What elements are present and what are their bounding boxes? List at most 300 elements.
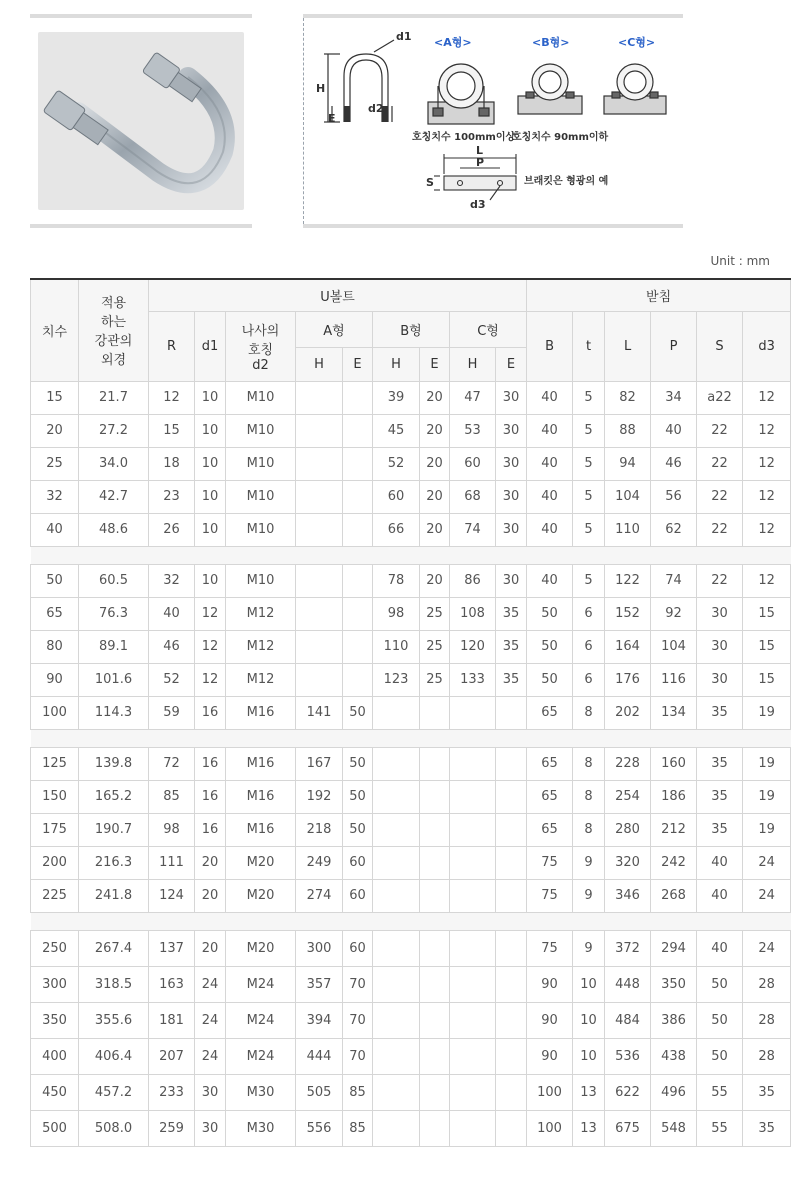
table-cell: 141 xyxy=(296,696,343,729)
table-cell: M16 xyxy=(226,747,296,780)
table-row xyxy=(31,1074,791,1110)
table-cell xyxy=(420,879,450,912)
table-cell: 9 xyxy=(573,846,605,879)
table-cell: 190.7 xyxy=(79,813,149,846)
table-cell: 98 xyxy=(149,813,195,846)
table-cell: 24 xyxy=(195,1038,226,1074)
table-cell: M10 xyxy=(226,447,296,480)
table-cell: 8 xyxy=(573,747,605,780)
table-cell xyxy=(420,966,450,1002)
table-cell xyxy=(343,630,373,663)
table-cell: 444 xyxy=(296,1038,343,1074)
table-cell: 484 xyxy=(605,1002,651,1038)
table-cell: 46 xyxy=(651,447,697,480)
table-cell: 15 xyxy=(743,597,791,630)
type-b-drawing xyxy=(518,64,582,114)
table-cell: 675 xyxy=(605,1110,651,1146)
table-cell xyxy=(373,846,420,879)
table-cell: 48.6 xyxy=(79,513,149,546)
table-cell: 90 xyxy=(31,663,79,696)
table-cell: 89.1 xyxy=(79,630,149,663)
label-l: L xyxy=(476,144,484,157)
table-cell: 35 xyxy=(697,696,743,729)
table-cell: 24 xyxy=(195,966,226,1002)
table-cell: 241.8 xyxy=(79,879,149,912)
table-cell: 192 xyxy=(296,780,343,813)
table-cell xyxy=(496,846,527,879)
table-cell: 406.4 xyxy=(79,1038,149,1074)
table-cell: 30 xyxy=(195,1110,226,1146)
table-cell: 139.8 xyxy=(79,747,149,780)
table-cell: 80 xyxy=(31,630,79,663)
table-row xyxy=(31,1110,791,1146)
table-cell: M20 xyxy=(226,930,296,966)
table-cell: 116 xyxy=(651,663,697,696)
table-cell: 10 xyxy=(573,1002,605,1038)
group-separator xyxy=(31,912,791,930)
table-cell: 30 xyxy=(697,630,743,663)
table-cell: M30 xyxy=(226,1074,296,1110)
table-cell: M12 xyxy=(226,597,296,630)
table-row xyxy=(31,663,791,696)
table-cell: 50 xyxy=(343,747,373,780)
table-cell: 12 xyxy=(743,381,791,414)
table-cell xyxy=(450,879,496,912)
table-cell: 6 xyxy=(573,597,605,630)
table-cell: 12 xyxy=(743,447,791,480)
table-cell: 98 xyxy=(373,597,420,630)
table-cell: 75 xyxy=(527,930,573,966)
table-cell: 242 xyxy=(651,846,697,879)
table-cell: 175 xyxy=(31,813,79,846)
label-type-c: <C형> xyxy=(618,36,656,49)
table-cell xyxy=(373,813,420,846)
table-cell: 70 xyxy=(343,1002,373,1038)
table-cell: 22 xyxy=(697,447,743,480)
table-cell: 167 xyxy=(296,747,343,780)
table-cell: a22 xyxy=(697,381,743,414)
table-cell: 19 xyxy=(743,780,791,813)
table-cell: 47 xyxy=(450,381,496,414)
table-cell: 75 xyxy=(527,846,573,879)
table-cell: 60 xyxy=(373,480,420,513)
table-cell: 22 xyxy=(697,513,743,546)
table-cell: 46 xyxy=(149,630,195,663)
table-cell: 16 xyxy=(195,780,226,813)
table-cell: 133 xyxy=(450,663,496,696)
table-cell: 56 xyxy=(651,480,697,513)
table-cell: 27.2 xyxy=(79,414,149,447)
header-support: 받침 xyxy=(527,279,791,311)
label-h: H xyxy=(316,82,326,95)
table-cell xyxy=(373,1074,420,1110)
table-cell xyxy=(373,879,420,912)
table-cell xyxy=(450,780,496,813)
table-cell xyxy=(450,1002,496,1038)
table-cell: 30 xyxy=(195,1074,226,1110)
table-cell: 300 xyxy=(296,930,343,966)
table-cell xyxy=(450,966,496,1002)
table-cell: 25 xyxy=(420,630,450,663)
table-cell: 40 xyxy=(527,513,573,546)
table-cell xyxy=(296,597,343,630)
table-cell xyxy=(420,1074,450,1110)
table-cell: 52 xyxy=(149,663,195,696)
table-cell: 350 xyxy=(31,1002,79,1038)
table-cell xyxy=(343,513,373,546)
table-cell: 104 xyxy=(605,480,651,513)
table-cell: 76.3 xyxy=(79,597,149,630)
table-cell: 32 xyxy=(31,480,79,513)
table-cell: 438 xyxy=(651,1038,697,1074)
table-cell: 176 xyxy=(605,663,651,696)
table-cell: M24 xyxy=(226,1038,296,1074)
table-cell: 55 xyxy=(697,1110,743,1146)
table-cell: 10 xyxy=(573,966,605,1002)
table-cell xyxy=(420,813,450,846)
header-size: 치수 xyxy=(31,279,79,381)
header-l: L xyxy=(605,311,651,381)
header-c-e: E xyxy=(496,347,527,381)
table-cell: 59 xyxy=(149,696,195,729)
table-cell: 125 xyxy=(31,747,79,780)
table-cell: 32 xyxy=(149,564,195,597)
table-row xyxy=(31,1002,791,1038)
table-cell xyxy=(496,1110,527,1146)
label-type-a: <A형> xyxy=(434,36,472,49)
table-cell: 55 xyxy=(697,1074,743,1110)
table-row xyxy=(31,747,791,780)
table-cell: 23 xyxy=(149,480,195,513)
table-cell: M20 xyxy=(226,846,296,879)
table-cell: 5 xyxy=(573,381,605,414)
table-cell: 30 xyxy=(496,381,527,414)
table-row xyxy=(31,780,791,813)
table-cell xyxy=(450,1038,496,1074)
table-cell: 40 xyxy=(31,513,79,546)
table-cell: 508.0 xyxy=(79,1110,149,1146)
table-cell: 15 xyxy=(743,663,791,696)
table-cell: M30 xyxy=(226,1110,296,1146)
separator-cell xyxy=(31,729,791,747)
label-e: E xyxy=(328,112,336,125)
table-cell: M20 xyxy=(226,879,296,912)
table-cell: 152 xyxy=(605,597,651,630)
bracket-drawing xyxy=(434,154,516,200)
table-cell: 65 xyxy=(527,813,573,846)
table-cell: 100 xyxy=(527,1110,573,1146)
table-cell: 40 xyxy=(697,879,743,912)
table-cell xyxy=(450,1110,496,1146)
table-cell xyxy=(343,564,373,597)
table-cell: 200 xyxy=(31,846,79,879)
table-cell: 34.0 xyxy=(79,447,149,480)
table-cell: 50 xyxy=(527,597,573,630)
table-cell xyxy=(450,813,496,846)
table-cell xyxy=(450,930,496,966)
table-cell: 202 xyxy=(605,696,651,729)
table-row xyxy=(31,381,791,414)
header-b: B xyxy=(527,311,573,381)
table-cell: M10 xyxy=(226,414,296,447)
table-cell: 15 xyxy=(149,414,195,447)
table-cell: 20 xyxy=(195,879,226,912)
table-row xyxy=(31,513,791,546)
table-cell: 30 xyxy=(496,513,527,546)
table-cell: 10 xyxy=(195,513,226,546)
table-cell: M16 xyxy=(226,780,296,813)
table-cell: 457.2 xyxy=(79,1074,149,1110)
table-cell: 20 xyxy=(31,414,79,447)
table-cell: 40 xyxy=(527,414,573,447)
table-cell xyxy=(496,879,527,912)
table-cell: 10 xyxy=(195,414,226,447)
table-cell: 60.5 xyxy=(79,564,149,597)
table-cell: 5 xyxy=(573,564,605,597)
panel-bottom-bar xyxy=(30,224,252,228)
table-cell: 50 xyxy=(527,630,573,663)
table-cell xyxy=(450,846,496,879)
table-cell: 122 xyxy=(605,564,651,597)
table-cell: 25 xyxy=(420,663,450,696)
table-cell: 16 xyxy=(195,747,226,780)
table-cell: M12 xyxy=(226,663,296,696)
table-cell: 9 xyxy=(573,879,605,912)
table-cell xyxy=(343,597,373,630)
table-cell: 50 xyxy=(343,780,373,813)
table-cell: 12 xyxy=(195,597,226,630)
table-cell: 505 xyxy=(296,1074,343,1110)
table-cell xyxy=(296,447,343,480)
table-cell: 9 xyxy=(573,930,605,966)
table-cell: 53 xyxy=(450,414,496,447)
table-cell: 123 xyxy=(373,663,420,696)
table-cell: 346 xyxy=(605,879,651,912)
table-cell: 16 xyxy=(195,696,226,729)
table-cell xyxy=(496,1038,527,1074)
table-cell: 65 xyxy=(527,696,573,729)
table-cell: 5 xyxy=(573,480,605,513)
table-cell: 110 xyxy=(373,630,420,663)
table-cell: 65 xyxy=(31,597,79,630)
table-cell: 24 xyxy=(743,879,791,912)
table-row xyxy=(31,696,791,729)
table-cell xyxy=(343,447,373,480)
header-t: t xyxy=(573,311,605,381)
table-cell: 20 xyxy=(420,513,450,546)
table-row xyxy=(31,1038,791,1074)
table-cell: 62 xyxy=(651,513,697,546)
table-cell: 15 xyxy=(743,630,791,663)
table-cell: 65 xyxy=(527,780,573,813)
table-cell xyxy=(450,747,496,780)
table-cell xyxy=(450,1074,496,1110)
table-cell: 35 xyxy=(496,630,527,663)
table-cell: 186 xyxy=(651,780,697,813)
table-row xyxy=(31,813,791,846)
table-cell: 19 xyxy=(743,747,791,780)
table-cell xyxy=(296,381,343,414)
table-cell: 35 xyxy=(496,597,527,630)
table-cell: 90 xyxy=(527,966,573,1002)
table-cell: 280 xyxy=(605,813,651,846)
table-cell: 8 xyxy=(573,780,605,813)
table-cell: 40 xyxy=(651,414,697,447)
table-cell: 16 xyxy=(195,813,226,846)
table-cell: 40 xyxy=(527,447,573,480)
table-cell: 82 xyxy=(605,381,651,414)
table-cell: 86 xyxy=(450,564,496,597)
header-d1: d1 xyxy=(195,311,226,381)
table-cell xyxy=(296,414,343,447)
header-type-b: B형 xyxy=(373,311,450,347)
table-cell: 50 xyxy=(697,1038,743,1074)
header-b-h: H xyxy=(373,347,420,381)
table-cell xyxy=(496,696,527,729)
table-row xyxy=(31,597,791,630)
table-cell: 45 xyxy=(373,414,420,447)
table-cell: 212 xyxy=(651,813,697,846)
table-cell: 60 xyxy=(343,879,373,912)
table-cell: 40 xyxy=(697,846,743,879)
table-cell: 134 xyxy=(651,696,697,729)
table-cell: 163 xyxy=(149,966,195,1002)
table-cell: 394 xyxy=(296,1002,343,1038)
u-bolt-spec-table xyxy=(30,278,791,1147)
table-cell: 556 xyxy=(296,1110,343,1146)
spec-table-body xyxy=(31,381,791,1146)
table-cell: 30 xyxy=(496,447,527,480)
header-pipe-od: 적용 하는 강관의 외경 xyxy=(79,279,149,381)
table-cell: 52 xyxy=(373,447,420,480)
table-cell: 20 xyxy=(420,381,450,414)
table-row xyxy=(31,480,791,513)
table-cell: 30 xyxy=(496,480,527,513)
unit-label: Unit : mm xyxy=(710,254,770,268)
table-cell xyxy=(343,480,373,513)
table-cell: 104 xyxy=(651,630,697,663)
table-cell xyxy=(496,747,527,780)
table-cell: 88 xyxy=(605,414,651,447)
table-cell: 72 xyxy=(149,747,195,780)
u-bolt-photo xyxy=(38,32,244,210)
label-p: P xyxy=(476,156,485,169)
table-cell: 20 xyxy=(195,930,226,966)
table-cell: 350 xyxy=(651,966,697,1002)
table-cell: 5 xyxy=(573,414,605,447)
table-cell: 28 xyxy=(743,966,791,1002)
table-cell: 75 xyxy=(527,879,573,912)
table-cell: 101.6 xyxy=(79,663,149,696)
table-cell: 108 xyxy=(450,597,496,630)
table-cell: 150 xyxy=(31,780,79,813)
table-cell: 35 xyxy=(743,1074,791,1110)
table-cell: 357 xyxy=(296,966,343,1002)
table-cell: 85 xyxy=(343,1074,373,1110)
table-cell: 35 xyxy=(697,747,743,780)
table-cell xyxy=(373,1002,420,1038)
table-cell: 160 xyxy=(651,747,697,780)
table-row xyxy=(31,846,791,879)
table-cell: 50 xyxy=(31,564,79,597)
table-cell: 165.2 xyxy=(79,780,149,813)
label-s: S xyxy=(426,176,434,189)
table-cell: 40 xyxy=(697,930,743,966)
table-cell: 85 xyxy=(343,1110,373,1146)
table-cell: 496 xyxy=(651,1074,697,1110)
table-cell xyxy=(420,1038,450,1074)
table-cell: 268 xyxy=(651,879,697,912)
table-cell xyxy=(343,663,373,696)
table-cell: 35 xyxy=(697,780,743,813)
table-cell: 74 xyxy=(450,513,496,546)
table-cell: 30 xyxy=(496,414,527,447)
table-cell: 225 xyxy=(31,879,79,912)
table-cell: 12 xyxy=(195,630,226,663)
table-cell: 92 xyxy=(651,597,697,630)
label-d2: d2 xyxy=(368,102,384,115)
table-cell: 228 xyxy=(605,747,651,780)
table-cell xyxy=(373,966,420,1002)
table-cell: 274 xyxy=(296,879,343,912)
table-cell: 386 xyxy=(651,1002,697,1038)
table-cell: 22 xyxy=(697,414,743,447)
table-cell: 50 xyxy=(527,663,573,696)
table-cell: 66 xyxy=(373,513,420,546)
table-row xyxy=(31,630,791,663)
table-cell: 12 xyxy=(743,480,791,513)
table-cell xyxy=(373,780,420,813)
table-cell: 25 xyxy=(420,597,450,630)
table-cell: 218 xyxy=(296,813,343,846)
table-cell: 35 xyxy=(496,663,527,696)
table-cell: 22 xyxy=(697,480,743,513)
caption-type-bc: 호칭치수 90mm이하 xyxy=(512,132,609,143)
table-cell: 181 xyxy=(149,1002,195,1038)
table-cell: 10 xyxy=(573,1038,605,1074)
table-cell: 30 xyxy=(697,663,743,696)
table-cell: 548 xyxy=(651,1110,697,1146)
table-cell: 216.3 xyxy=(79,846,149,879)
table-cell xyxy=(343,381,373,414)
table-cell: M10 xyxy=(226,480,296,513)
table-cell: 70 xyxy=(343,1038,373,1074)
separator-cell xyxy=(31,546,791,564)
table-cell: 40 xyxy=(527,564,573,597)
table-cell: 39 xyxy=(373,381,420,414)
table-cell: 5 xyxy=(573,447,605,480)
table-cell: 60 xyxy=(343,930,373,966)
table-cell xyxy=(496,1002,527,1038)
table-row xyxy=(31,447,791,480)
table-cell: 26 xyxy=(149,513,195,546)
table-cell: 50 xyxy=(697,1002,743,1038)
header-r: R xyxy=(149,311,195,381)
table-cell xyxy=(296,513,343,546)
table-cell: 78 xyxy=(373,564,420,597)
table-cell xyxy=(420,930,450,966)
table-row xyxy=(31,966,791,1002)
table-cell: 12 xyxy=(743,564,791,597)
table-cell: 12 xyxy=(149,381,195,414)
header-thread: 나사의 호칭 d2 xyxy=(226,311,296,381)
dimension-diagram-panel xyxy=(303,14,683,228)
header-ubolt: U볼트 xyxy=(149,279,527,311)
header-b-e: E xyxy=(420,347,450,381)
table-cell: 318.5 xyxy=(79,966,149,1002)
table-cell: 10 xyxy=(195,381,226,414)
table-cell: 15 xyxy=(31,381,79,414)
